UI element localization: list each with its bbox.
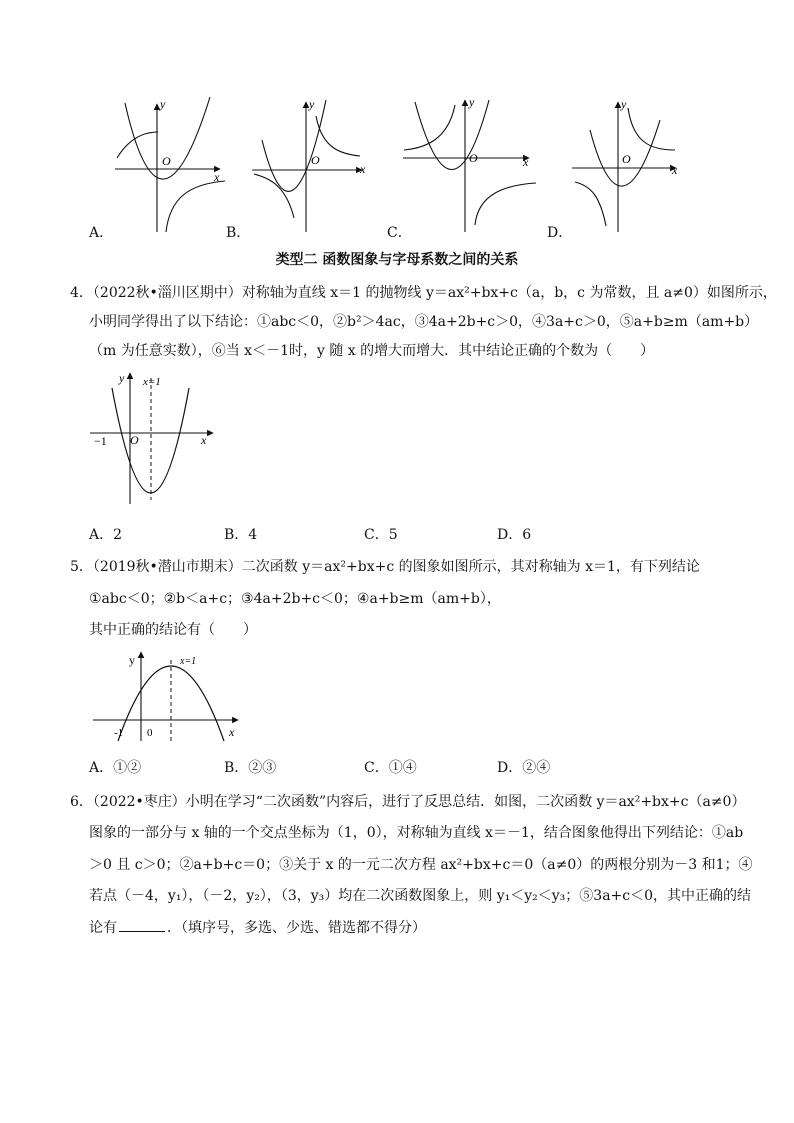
fig-a-origin: O: [162, 154, 171, 168]
fig-d-origin: O: [622, 152, 631, 166]
q4-option-c: C．5: [364, 527, 398, 543]
q6-line-1: 6．（2022•枣庄）小明在学习“二次函数”内容后，进行了反思总结．如图，二次函数 y＝ax²+bx+c（a≠0）: [70, 794, 746, 810]
q4-y-label: y: [119, 371, 125, 385]
fig-b-y-label: y: [309, 97, 315, 111]
figure-b-label: B．: [226, 225, 251, 241]
q4-neg1-label: −1: [94, 434, 107, 448]
q5-option-c: C．①④: [364, 760, 417, 776]
q4-option-b: B．4: [224, 527, 258, 543]
figure-c: [403, 100, 536, 232]
figure-c-label: C．: [387, 225, 412, 241]
figure-a-label: A．: [89, 225, 114, 241]
fig-d-x-label: x: [672, 163, 678, 177]
q6-line-2: 图象的一部分与 x 轴的一个交点坐标为（1，0），对称轴为直线 x＝－1，结合图象他得出下列结论：①ab: [89, 825, 744, 841]
figure-b: [252, 100, 362, 232]
q4-line-2: 小明同学得出了以下结论：①abc＜0，②b²＞4ac，③4a+2b+c＞0，④3a+c＞0，⑤a+b≥m（am+b）: [89, 314, 759, 330]
q6-line-4: 若点（－4，y₁），（－2，y₂），（3，y₃）均在二次函数图象上，则 y₁＜y₂＜y₃；⑤3a+c＜0，其中正确的结: [89, 888, 752, 904]
q6-line-5: [89, 917, 426, 938]
q5-option-b: B．②③: [224, 760, 277, 776]
q5-x-label: x: [229, 725, 235, 739]
q6-line-5-end: ．（填序号，多选、少选、错选都不得分）: [167, 920, 426, 936]
q4-axis-label: x=1: [143, 376, 161, 388]
figure-d-label: D．: [547, 225, 573, 241]
fig-c-x-label: x: [523, 155, 529, 169]
q4-option-a: A．2: [89, 527, 123, 543]
q5-axis-label: x=1: [180, 656, 197, 667]
fig-c-origin: O: [469, 151, 478, 165]
fig-d-y-label: y: [621, 97, 627, 111]
q5-option-a: A．①②: [89, 760, 142, 776]
q4-line-1: 4．（2022秋•淄川区期中）对称轴为直线 x＝1 的抛物线 y＝ax²+bx+c（a，b，c 为常数，且 a≠0）如图所示，: [70, 285, 777, 301]
fig-b-x-label: x: [360, 162, 366, 176]
fig-a-x-label: x: [214, 170, 220, 184]
q6-line-3: ＞0 且 c＞0；②a+b+c＝0；③关于 x 的一元二次方程 ax²+bx+c＝0（a≠0）的两根分别为－3 和1；④: [89, 857, 753, 873]
section-title: 类型二 函数图象与字母系数之间的关系: [275, 252, 519, 268]
q5-line-3: 其中正确的结论有（ ）: [89, 622, 257, 638]
q5-neg1-label: -1: [114, 727, 124, 739]
answer-blank[interactable]: [119, 917, 165, 932]
q5-y-label: y: [129, 653, 135, 667]
fig-c-y-label: y: [469, 95, 475, 109]
q4-option-d: D．6: [497, 527, 532, 543]
q6-line-5-start: 论有: [89, 920, 117, 936]
q5-line-2: ①abc＜0；②b＜a+c；③4a+2b+c＜0；④a+b≥m（am+b），: [89, 591, 501, 607]
q4-origin-label: O: [130, 433, 139, 447]
q4-graph: [85, 368, 225, 508]
q4-line-3: （m 为任意实数），⑥当 x＜－1时，y 随 x 的增大而增大．其中结论正确的个数为（ ）: [89, 343, 655, 359]
q5-origin-label: 0: [147, 727, 153, 739]
q5-option-d: D．②④: [497, 760, 551, 776]
q5-line-1: 5．（2019秋•潜山市期末）二次函数 y＝ax²+bx+c 的图象如图所示，其对称轴为 x＝1，有下列结论: [70, 559, 700, 575]
q5-graph: [90, 648, 250, 743]
figure-d: [572, 102, 676, 232]
fig-a-y-label: y: [160, 97, 166, 111]
q4-x-label: x: [201, 433, 207, 447]
top-figures: [0, 0, 794, 250]
fig-b-origin: O: [311, 153, 320, 167]
